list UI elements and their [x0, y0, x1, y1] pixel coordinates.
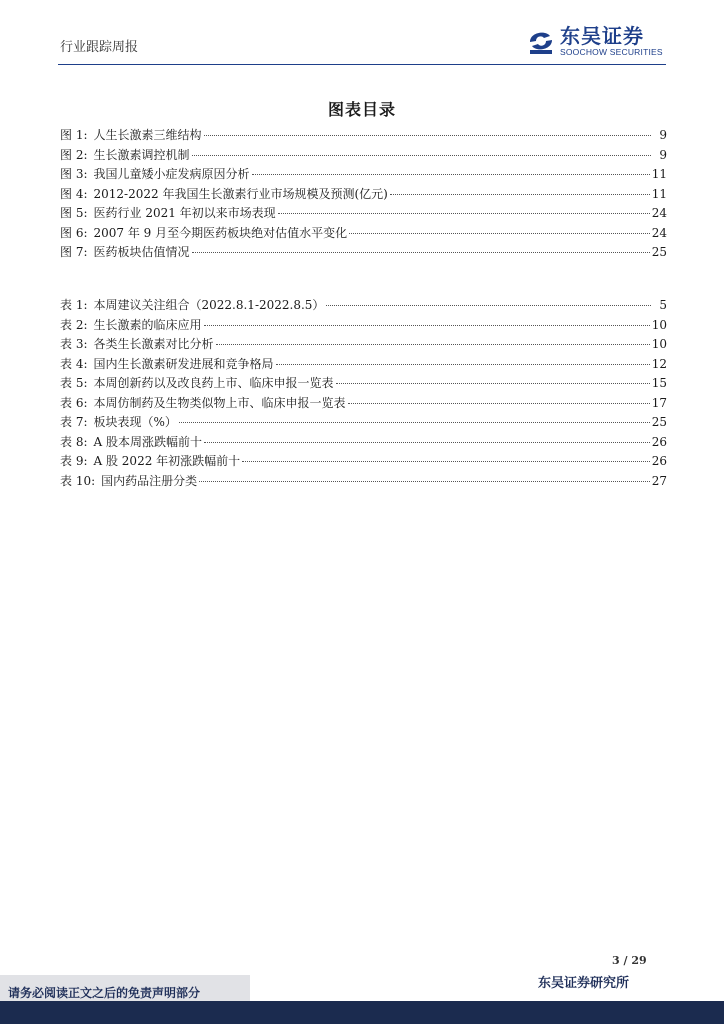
page-number: 3 / 29 — [612, 954, 647, 967]
toc-entry-page: 11 — [651, 167, 667, 181]
toc-entry-page: 26 — [651, 454, 667, 468]
dot-leader — [216, 344, 650, 345]
toc-entry-title: 本周建议关注组合（2022.8.1-2022.8.5） — [93, 298, 325, 312]
toc-entry-title: A 股 2022 年初涨跌幅前十 — [93, 454, 241, 468]
dot-leader — [252, 174, 650, 175]
toc-entry-label: 表 7: — [60, 415, 88, 429]
dot-leader — [204, 325, 650, 326]
toc-entry-label: 表 9: — [60, 454, 88, 468]
toc-entry-page: 15 — [651, 376, 667, 390]
toc-entry-table-9[interactable] — [60, 452, 667, 472]
toc-entry-label: 表 2: — [60, 317, 88, 332]
toc-entry-label: 图 6: — [60, 225, 88, 240]
header-report-type: 行业跟踪周报 — [60, 40, 139, 55]
table-list — [60, 296, 667, 491]
toc-entry-title: 本周创新药以及改良药上市、临床申报一览表 — [93, 376, 334, 390]
toc-entry-label: 表 8: — [60, 434, 88, 449]
toc-entry-label: 图 4: — [60, 186, 88, 201]
toc-entry-page: 25 — [651, 415, 667, 429]
toc-entry-label: 图 5: — [60, 206, 88, 220]
toc-entry-label: 图 1: — [60, 128, 88, 142]
brand-logo — [526, 26, 663, 57]
toc-entry-label: 图 2: — [60, 147, 88, 162]
toc-entry-label: 表 3: — [60, 337, 88, 351]
toc-entry-label: 表 6: — [60, 395, 88, 410]
toc-entry-figure-6[interactable] — [60, 224, 667, 244]
toc-entry-title: 2012-2022 年我国生长激素行业市场规模及预测(亿元) — [93, 186, 388, 201]
toc-title: 图表目录 — [327, 100, 396, 119]
toc-entry-table-7[interactable] — [60, 413, 667, 433]
dot-leader — [192, 155, 651, 156]
toc-entry-title: 国内生长激素研发进展和竞争格局 — [93, 356, 274, 371]
dot-leader — [278, 213, 650, 214]
dot-leader — [192, 252, 650, 253]
toc-entry-page: 5 — [659, 298, 667, 312]
toc-entry-page: 9 — [659, 147, 667, 162]
toc-entry-figure-1[interactable] — [60, 126, 667, 146]
toc-entry-label: 表 1: — [60, 298, 88, 312]
toc-entry-figure-5[interactable] — [60, 204, 667, 224]
dot-leader — [349, 233, 650, 234]
footer-disclaimer: 请务必阅读正文之后的免责声明部分 — [8, 986, 201, 1000]
toc-entry-table-3[interactable] — [60, 335, 667, 355]
toc-entry-table-8[interactable] — [60, 433, 667, 453]
dot-leader — [348, 403, 650, 404]
toc-entry-title: 生长激素的临床应用 — [93, 317, 202, 332]
toc-entry-label: 图 7: — [60, 245, 88, 259]
dot-leader — [179, 422, 650, 423]
toc-entry-page: 17 — [651, 395, 667, 410]
toc-entry-figure-2[interactable] — [60, 146, 667, 166]
toc-entry-page: 25 — [651, 245, 667, 259]
soochow-logo-icon — [526, 26, 556, 56]
dot-leader — [390, 194, 650, 195]
toc-entry-title: 板块表现（%） — [93, 415, 177, 429]
toc-entry-table-6[interactable] — [60, 394, 667, 414]
toc-entry-title: 2007 年 9 月至今期医药板块绝对估值水平变化 — [93, 225, 348, 240]
toc-entry-label: 图 3: — [60, 167, 88, 181]
toc-entry-title: 本周仿制药及生物类似物上市、临床申报一览表 — [93, 395, 346, 410]
toc-entry-title: 人生长激素三维结构 — [93, 128, 202, 142]
toc-entry-title: 各类生长激素对比分析 — [93, 337, 214, 351]
toc-entry-page: 9 — [659, 128, 667, 142]
toc-entry-page: 26 — [651, 434, 667, 449]
toc-entry-title: A 股本周涨跌幅前十 — [93, 434, 202, 449]
dot-leader — [199, 481, 650, 482]
toc-entry-label: 表 4: — [60, 356, 88, 371]
dot-leader — [242, 461, 650, 462]
footer-bar — [0, 1001, 724, 1024]
dot-leader — [276, 364, 650, 365]
figure-list — [60, 126, 667, 263]
toc-entry-page: 10 — [651, 317, 667, 332]
toc-entry-table-2[interactable] — [60, 316, 667, 336]
toc-entry-title: 医药板块估值情况 — [93, 245, 190, 259]
header-divider — [58, 64, 666, 65]
toc-entry-title: 我国儿童矮小症发病原因分析 — [93, 167, 250, 181]
footer-institute: 东吴证券研究所 — [538, 976, 630, 991]
toc-entry-title: 医药行业 2021 年初以来市场表现 — [93, 206, 276, 220]
toc-entry-page: 10 — [651, 337, 667, 351]
toc-entry-table-5[interactable] — [60, 374, 667, 394]
toc-entry-title: 生长激素调控机制 — [93, 147, 190, 162]
dot-leader — [336, 383, 650, 384]
toc-entry-table-10[interactable] — [60, 472, 667, 492]
toc-entry-label: 表 5: — [60, 376, 88, 390]
toc-entry-figure-4[interactable] — [60, 185, 667, 205]
dot-leader — [204, 442, 650, 443]
toc-entry-page: 12 — [651, 356, 667, 371]
dot-leader — [204, 135, 651, 136]
toc-entry-label: 表 10: — [60, 473, 96, 488]
toc-entry-table-1[interactable] — [60, 296, 667, 316]
dot-leader — [326, 305, 651, 306]
toc-entry-page: 11 — [651, 186, 667, 201]
toc-entry-page: 27 — [651, 473, 667, 488]
brand-name-en: SOOCHOW SECURITIES — [560, 47, 663, 57]
brand-name-cn: 东吴证券 — [560, 24, 644, 48]
toc-entry-figure-7[interactable] — [60, 243, 667, 263]
toc-entry-page: 24 — [651, 225, 667, 240]
toc-entry-page: 24 — [651, 206, 667, 220]
toc-entry-title: 国内药品注册分类 — [101, 473, 198, 488]
toc-entry-figure-3[interactable] — [60, 165, 667, 185]
toc-entry-table-4[interactable] — [60, 355, 667, 375]
